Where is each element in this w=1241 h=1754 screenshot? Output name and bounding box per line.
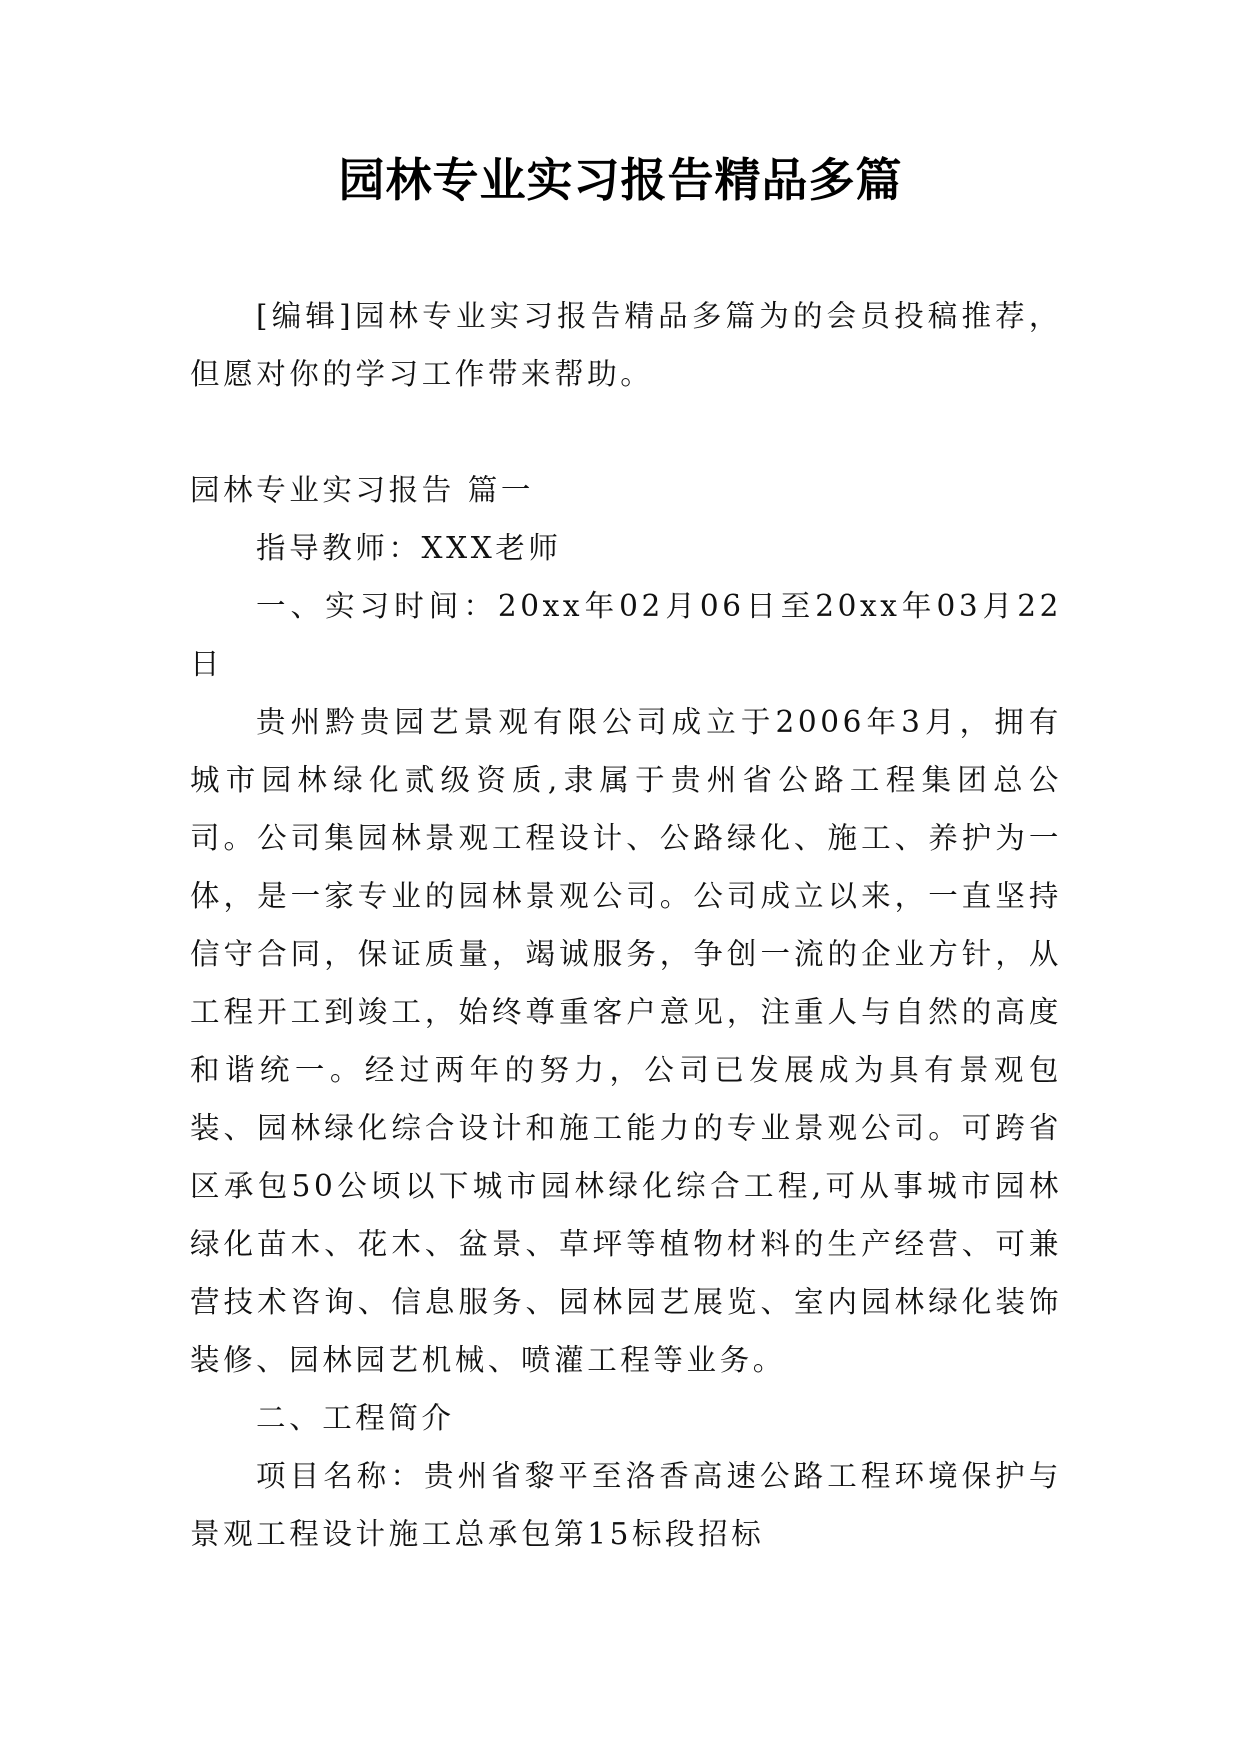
project-heading: 二、工程简介 <box>256 1401 455 1435</box>
internship-time: 一、实习时间：20xx年02月06日至20xx年03月22日 <box>190 589 1062 681</box>
company-paragraph: 贵州黔贵园艺景观有限公司成立于2006年3月，拥有城市园林绿化贰级资质,隶属于贵州省公路工程集团总公司。公司集园林景观工程设计、公路绿化、施工、养护为一体，是一家专业的园林景观公司。公司成立以来，一直坚持信守合同，保证质量，竭诚服务，争创一流的企业方针，从工程开工到竣工，始终尊重客户意见，注重人与自然的高度和谐统一。经过两年的努力，公司已发展成为具有景观包装、园林绿化综合设计和施工能力的专业景观公司。可跨省区承包50公顷以下城市园林绿化综合工程,可从事城市园林绿化苗木、花木、盆景、草坪等植物材料的生产经营、可兼营技术咨询、信息服务、园林园艺展览、室内园林绿化装饰装修、园林园艺机械、喷灌工程等业务。 <box>190 705 1062 1377</box>
document-body <box>190 287 1062 1563</box>
intro-paragraph: [编辑]园林专业实习报告精品多篇为的会员投稿推荐，但愿对你的学习工作带来帮助。 <box>190 299 1062 391</box>
teacher-line: 指导教师：XXX老师 <box>256 531 562 565</box>
section-heading: 园林专业实习报告 篇一 <box>190 473 534 507</box>
document-title: 园林专业实习报告精品多篇 <box>338 153 903 207</box>
project-name: 项目名称：贵州省黎平至洛香高速公路工程环境保护与景观工程设计施工总承包第15标段招标 <box>190 1459 1062 1551</box>
